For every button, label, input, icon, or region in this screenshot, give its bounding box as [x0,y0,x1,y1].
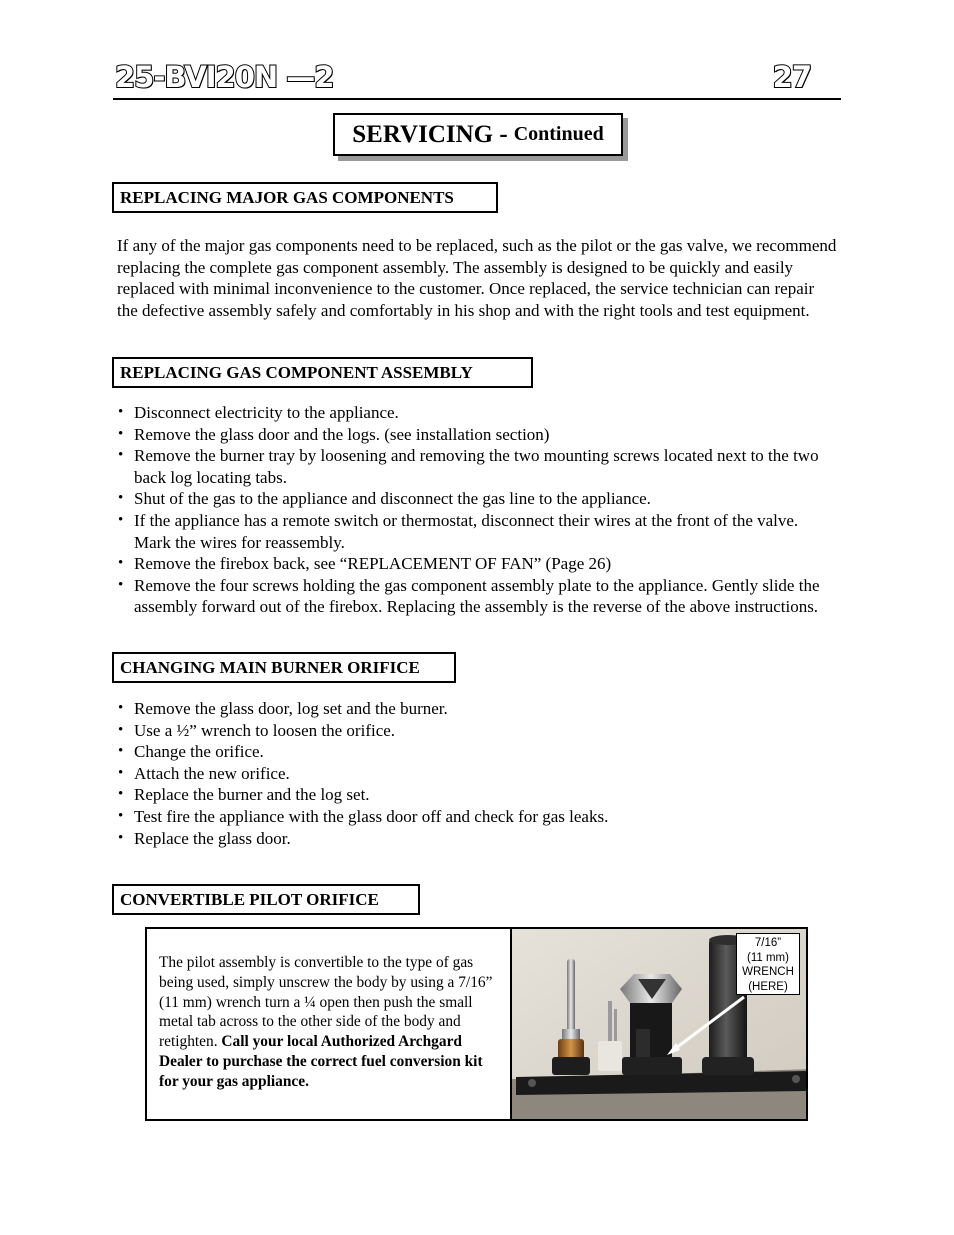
callout-line: (HERE) [748,980,788,993]
list-item: • Change the orifice. [116,741,836,763]
callout-line: WRENCH [742,966,794,978]
list-item: • Replace the glass door. [116,828,836,850]
pilot-orifice-text [147,929,512,1119]
list-item: • Remove the glass door, log set and the burner. [116,698,836,720]
callout-line: (11 mm) [747,951,789,964]
pilot-orifice-box [145,927,808,1121]
list-changing-orifice [116,698,836,849]
section-title [333,113,623,156]
list-item: • Remove the glass door and the logs. (see installation section) [116,424,836,446]
list-item: • Disconnect electricity to the appliance. [116,402,836,424]
wrench-callout [736,933,800,995]
list-item: • Remove the firebox back, see “REPLACEMENT OF FAN” (Page 26) [116,553,836,575]
pilot-text-normal: The pilot assembly is convertible to the type of gas being used, simply unscrew the body by using a 7/16” (11 mm) wrench turn a ¼ open then push the small metal tab across to the other side of the body and retighten. [159,954,493,1051]
list-item: • Shut of the gas to the appliance and disconnect the gas line to the appliance. [116,488,836,510]
list-item: • Remove the burner tray by loosening and removing the two mounting screws located next to the two back log locating tabs. [116,445,836,488]
list-item: • Remove the four screws holding the gas component assembly plate to the appliance. Gently slide the assembly forward out of the firebox. Replacing the assembly is the reverse of the above instructions. [116,575,836,618]
list-item: • Test fire the appliance with the glass door off and check for gas leaks. [116,806,836,828]
callout-line: 7/16” [754,937,782,949]
list-item: • Attach the new orifice. [116,763,836,785]
heading-replacing-assembly: REPLACING GAS COMPONENT ASSEMBLY [112,357,533,388]
section-title-main: SERVICING - [352,120,508,148]
pilot-assembly-photo [512,929,806,1119]
list-item: • Replace the burner and the log set. [116,784,836,806]
list-item: • Use a ½” wrench to loosen the orifice. [116,720,836,742]
page-number: 27 [772,60,811,94]
section-title-sub: Continued [513,123,604,145]
heading-changing-orifice: CHANGING MAIN BURNER ORIFICE [112,652,456,683]
pilot-text-bold: Call your local Authorized Archgard Dealer to purchase the correct fuel conversion kit for your gas appliance. [159,1033,483,1090]
list-item: • If the appliance has a remote switch or thermostat, disconnect their wires at the front of the valve. Mark the wires for reassembly. [116,510,836,553]
model-number: 25-BVI20N —2 [115,60,334,94]
heading-replacing-major: REPLACING MAJOR GAS COMPONENTS [112,182,498,213]
list-replacing-assembly [116,402,836,618]
page-header [113,60,841,100]
paragraph-replacing-major: If any of the major gas components need to be replaced, such as the pilot or the gas valve, we recommend replacing the complete gas component assembly. The assembly is designed to be quickly and easily replaced with minimal inconvenience to the customer. Once replaced, the service technician can repair the defective assembly safely and comfortably in his shop and with the right tools and test equipment. [117,236,837,320]
heading-pilot-orifice: CONVERTIBLE PILOT ORIFICE [112,884,420,915]
